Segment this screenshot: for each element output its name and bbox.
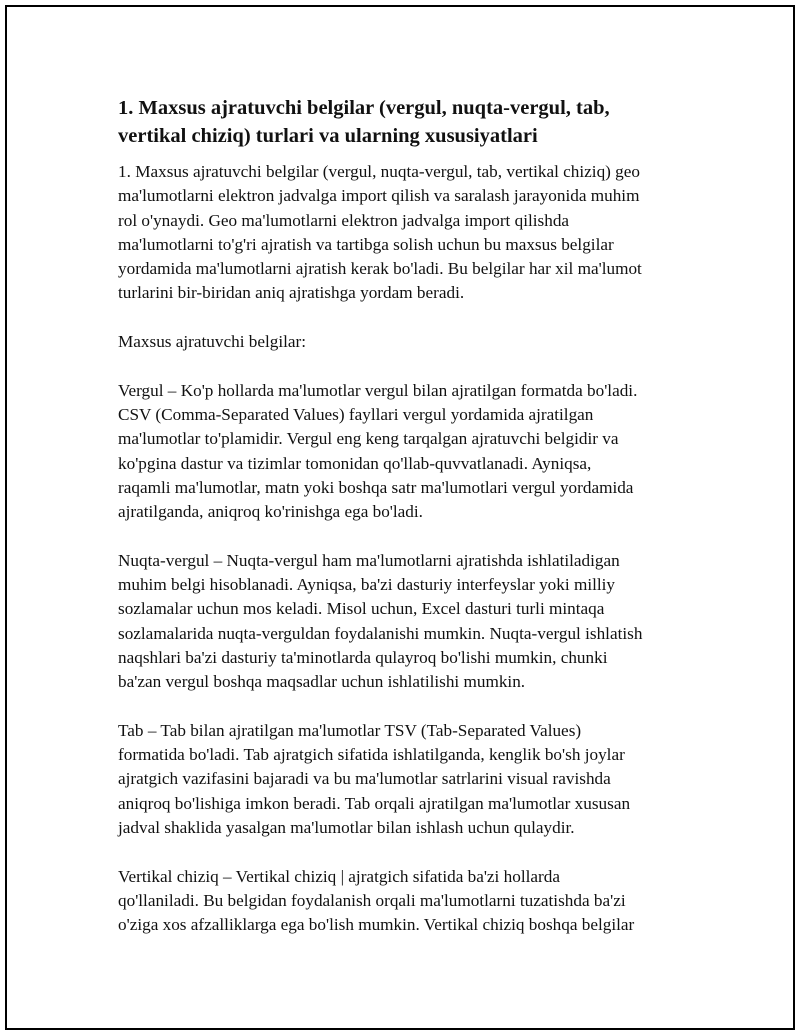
document-content bbox=[118, 94, 693, 962]
text-line: formatida bo'ladi. Tab ajratgich sifatida ishlatilganda, kenglik bo'sh joylar bbox=[118, 745, 625, 765]
text-line: ajratgich vazifasini bajaradi va bu ma'lumotlar satrlarini visual ravishda bbox=[118, 769, 611, 789]
text-line: ma'lumotlar to'plamidir. Vergul eng keng tarqalgan ajratuvchi belgidir va bbox=[118, 429, 619, 449]
text-line: muhim belgi hisoblanadi. Ayniqsa, ba'zi dasturiy interfeyslar yoki milliy bbox=[118, 575, 616, 595]
intro-paragraph bbox=[118, 160, 693, 306]
text-line: 1. Maxsus ajratuvchi belgilar (vergul, nuqta-vergul, tab, vertikal chiziq) geo bbox=[118, 162, 640, 181]
comma-paragraph bbox=[118, 379, 693, 525]
text-line: ma'lumotlarni elektron jadvalga import qilish va saralash jarayonida muhim bbox=[118, 186, 640, 206]
text-line: Maxsus ajratuvchi belgilar: bbox=[118, 332, 307, 352]
text-line: aniqroq bo'lishiga imkon beradi. Tab orqali ajratilgan ma'lumotlar xususan bbox=[118, 793, 631, 813]
heading-line: vertikal chiziq) turlari va ularning xususiyatlari bbox=[118, 125, 538, 147]
text-line: rol o'ynaydi. Geo ma'lumotlarni elektron jadvalga import qilishda bbox=[118, 210, 570, 230]
text-line: ko'pgina dastur va tizimlar tomonidan qo'llab-quvvatlanadi. Ayniqsa, bbox=[118, 453, 592, 473]
list-intro-paragraph bbox=[118, 330, 693, 354]
section-heading bbox=[118, 94, 693, 150]
text-line: turlarini bir-biridan aniq ajratishga yordam beradi. bbox=[118, 283, 465, 303]
vertical-bar-paragraph bbox=[118, 865, 693, 938]
heading-line: 1. Maxsus ajratuvchi belgilar (vergul, nuqta-vergul, tab, bbox=[118, 97, 610, 119]
text-line: sozlamalar uchun mos keladi. Misol uchun, Excel dasturi turli mintaqa bbox=[118, 599, 605, 619]
text-line: naqshlari ba'zi dasturiy ta'minotlarda qulayroq bo'lishi mumkin, chunki bbox=[118, 647, 608, 667]
text-line: raqamli ma'lumotlar, matn yoki boshqa satr ma'lumotlari vergul yordamida bbox=[118, 477, 634, 497]
text-line: sozlamalarida nuqta-verguldan foydalanishi mumkin. Nuqta-vergul ishlatish bbox=[118, 623, 643, 643]
semicolon-paragraph bbox=[118, 549, 693, 695]
text-line: Vertikal chiziq – Vertikal chiziq | ajratgich sifatida ba'zi hollarda bbox=[118, 866, 560, 886]
text-line: Vergul – Ko'p hollarda ma'lumotlar vergul bilan ajratilgan formatda bo'ladi. bbox=[118, 380, 638, 400]
text-line: ajratilganda, aniqroq ko'rinishga ega bo'ladi. bbox=[118, 502, 423, 522]
tab-paragraph bbox=[118, 719, 693, 840]
text-line: qo'llaniladi. Bu belgidan foydalanish orqali ma'lumotlarni tuzatishda ba'zi bbox=[118, 890, 626, 910]
text-line: jadval shaklida yasalgan ma'lumotlar bilan ishlash uchun qulaydir. bbox=[118, 818, 575, 838]
text-line: ba'zan vergul boshqa maqsadlar uchun ishlatilishi mumkin. bbox=[118, 672, 526, 692]
document-page bbox=[5, 5, 795, 1030]
text-line: yordamida ma'lumotlarni ajratish kerak bo'ladi. Bu belgilar har xil ma'lumot bbox=[118, 259, 642, 279]
text-line: Nuqta-vergul – Nuqta-vergul ham ma'lumotlarni ajratishda ishlatiladigan bbox=[118, 550, 620, 570]
text-line: ma'lumotlarni to'g'ri ajratish va tartibga solish uchun bu maxsus belgilar bbox=[118, 234, 614, 254]
text-line: CSV (Comma-Separated Values) fayllari vergul yordamida ajratilgan bbox=[118, 404, 594, 424]
text-line: o'ziga xos afzalliklarga ega bo'lish mumkin. Vertikal chiziq boshqa belgilar bbox=[118, 915, 635, 935]
text-line: Tab – Tab bilan ajratilgan ma'lumotlar TSV (Tab-Separated Values) bbox=[118, 720, 582, 740]
